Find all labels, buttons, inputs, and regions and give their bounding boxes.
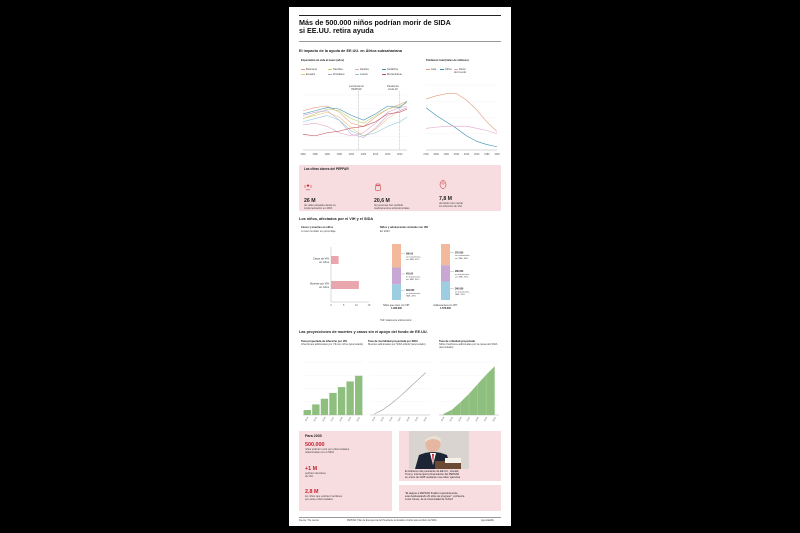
footer-note: PEPFAR: Plan de Emergencia del Presidente de Estados Unidos para el Alivio del SIDA [347,520,437,522]
hiv-segment-label: sin tratamiento, [406,256,421,259]
title-line-1: Más de 500.000 niños podrían morir de SIDA [299,18,451,27]
proj-bar [355,376,362,415]
proj-x-tick-label: 2029 [484,416,489,423]
caption-line: en enero de 2025 mediante una orden ejecutiva [405,476,461,480]
legend-label: Mozambique [387,73,402,76]
hiv-segment-label: en tratamiento, [455,274,470,276]
life-x-tick-label: 1990 [324,153,330,156]
proj-x-tick-label: 2028 [406,416,411,423]
kids-x-tick-label: 15 [367,304,371,307]
pop-x-tick-label: 2100 [423,153,429,156]
annotation-pepfar-line1: Lanzamiento [349,85,364,88]
section3-title: Las proyecciones de muertes y casos sin el apoyo del fondo de EE.UU. [299,330,428,334]
proj1-subtitle: Infecciones adicionales por VIH en niños (acumulado) [301,343,363,347]
stat-text: podrían infectarse [305,472,326,475]
pepfar-value: 20,6 M [374,198,390,204]
footer-agency: AgenciaEFE [481,520,494,522]
proj-x-tick-label: 2029 [415,416,420,423]
hiv-segment-value: 370.000 [455,252,464,255]
hiv-category-label: Adolescentes con VIH: [433,304,458,307]
kids-category-label: en niños [319,285,329,289]
photo-caption [405,470,460,480]
pop-x-tick-label: 2020 [463,153,470,156]
life-x-tick-label: 2015 [384,153,391,156]
proj-x-tick-label: 2028 [475,416,480,423]
proj2-subtitle: Muertes adicionales por SIDA infantil (acumulado) [368,343,426,347]
proj-x-tick-label: 2029 [348,416,353,423]
proj-bar [329,393,336,415]
pepfar-text: sin infección de VIH [439,205,462,209]
proj-line [374,373,425,415]
kids-category-label: Muertes por VIH [310,282,329,286]
hiv-segment-value: 360.000 [455,288,464,291]
hiv-segment-label: en tratamiento, [455,291,470,294]
proj2-title: Tasa de mortalidad proyectada por SIDA [368,340,418,343]
pepfar-value: 26 M [304,198,316,204]
quote-line: "El ataque a PEPFAR finalizó repentinamente [405,492,458,495]
kids-x-tick-label: 5 [342,304,345,307]
stat-value: 500.000 [305,442,325,448]
pepfar-text: de bebés han nacido [439,202,464,205]
kids-x-tick-label: 10 [354,304,358,307]
pepfar-value: 7,8 M [439,196,452,202]
hiv-segment-label: sin TAR, 29% [455,276,469,279]
hiv-segment-value: 580.00 [406,253,414,256]
hiv-category-total: 1.670.000 [440,307,451,311]
proj-bar [312,404,319,415]
tar-footnote: TAR: tratamiento antirretroviral [380,320,412,322]
quote-line: Lucie Cluver, de la Universidad de Oxford [405,498,453,502]
legend-label: Sudáfrica [387,68,398,71]
proj-bar [321,399,328,415]
pepfar-text: de vidas salvadas desde su [304,204,336,207]
proj-x-tick-label: 2027 [397,416,403,423]
life-chart-title: Expectativa de vida al nacer (años) [301,59,345,62]
proj-x-tick-label: 2024 [441,416,446,423]
hiv-segment-label: TAR, 28% [406,295,416,298]
infographic-sheet [289,7,511,526]
proj3-subtitle: Niños huérfanos adicionales por la causa del SIDA (acumulado) [439,343,498,350]
hiv-segment-label: sin TAR, 30% [406,279,420,282]
annotation-covid-line1: Pandemia [387,85,399,88]
section2-title: Los niños, afectados por el VIH y el SIDA [299,217,374,221]
stat-infections [305,466,326,478]
hiv-segment-value: 394.000 [406,289,415,292]
stat-value: +1 M [305,466,318,472]
projection-charts [289,7,511,447]
proj-x-tick-label: 2024 [372,416,377,423]
pop-chart-title: Población total (miles de millones) [426,59,469,62]
pop-x-tick-label: 1980 [484,153,490,156]
proj-x-tick-label: 2025 [449,416,454,423]
life-x-tick-label: 2005 [360,153,367,156]
pop-x-tick-label: 2060 [443,153,449,156]
proj-x-tick-label: 2026 [322,416,327,423]
footer-source: Fuente: The Lancet [299,520,319,522]
title-line-2: si EE.UU. retira ayuda [299,26,374,36]
life-x-tick-label: 1985 [312,153,318,156]
pop-x-tick-label: 2040 [453,153,460,156]
proj1-title: Tasa proyectada de infección por VIH [301,340,348,343]
hiv-chart-subtitle: En 2023 [380,230,390,233]
proj-x-tick-label: 2026 [458,416,463,423]
para2030-box [299,431,392,511]
life-x-tick-label: 1995 [336,153,342,156]
caption-line: Trump, interrumpió la financiación del PEPFAR [405,473,460,477]
proj-x-tick-label: 2026 [389,416,394,423]
proj-x-tick-label: 2028 [339,416,344,423]
hiv-segment-label: sin TAR, 42% [406,258,420,261]
hiv-segment-value: 410.00 [406,273,414,276]
proj-x-tick-label: 2025 [380,416,385,423]
section1-title: El impacto de la ayuda de EE.UU. en África subsahariana [299,49,402,53]
pepfar-title: Las cifras claves del PEPFAR [304,167,349,171]
proj-x-tick-label: 2030 [492,416,497,423]
proj3-title: Tasa de orfandad proyectada [439,340,475,343]
life-x-tick-label: 2020 [397,153,403,156]
stat-value: 2,8 M [305,489,319,495]
trump-photo [409,431,469,469]
kids-chart-title: Casos y muertes en niños [301,226,334,229]
legend-label: Asia [431,68,437,71]
legend-label: Namibia [333,68,343,71]
stat-text: los niños que podrían huérfanos [305,495,343,498]
hiv-segment-label: en tratamiento, [406,292,421,295]
proj-x-tick-label: 2027 [466,416,472,423]
hiv-segment-value: 280.000 [455,271,464,274]
kids-category-label: Casos de VIH [312,257,329,261]
quote-line: este desbaratando 20 años de progreso", profesora [405,495,465,499]
proj-x-tick-label: 2030 [423,416,428,423]
life-x-tick-label: 1980 [300,153,306,156]
pepfar-text: implementación en 2003 [304,207,333,211]
legend-label: Ecuatini [306,73,316,76]
stat-text: relacionadas con el SIDA [305,451,335,455]
legend-label: Resto del mundo [454,68,467,75]
proj-bar [304,410,311,415]
stat-orphans [305,489,342,501]
annotation-covid-line2: covid-19 [387,88,398,92]
quote-text [405,492,464,502]
hiv-chart-title: Niños y adolescentes viviendo con VIH [380,226,429,229]
quote-box [399,485,501,511]
annotation-pepfar-line2: PEPFAR [351,88,362,92]
kids-x-tick-label: 0 [330,304,332,307]
stat-text: por estas enfermedades [305,498,333,502]
proj-x-tick-label: 2025 [313,416,318,423]
kids-category-label: en niños [319,260,329,264]
proj-bar [338,387,345,415]
hiv-segment-label: sin TAR, 38% [455,257,469,260]
portrait-illustration [409,431,469,469]
hiv-segment-label: en tratamiento, [406,276,421,279]
hiv-category-total: 1.380.000 [391,307,402,311]
pepfar-text: medicamentos antirretrovirales [374,207,410,211]
kids-chart-subtitle: A nivel mundial, en porcentaje [301,230,336,233]
pepfar-text: de personas han recibido [374,204,404,207]
proj-x-tick-label: 2027 [330,416,336,423]
stat-text: de VIH [305,475,313,479]
para2030-title: Para 2030 [305,434,322,438]
pop-x-tick-label: 2000 [474,153,480,156]
stat-children-deaths [305,442,349,454]
pop-x-tick-label: 2080 [433,153,439,156]
stat-text: niños podrían morir por enfermedades [305,448,350,451]
proj-bar [346,381,353,415]
proj-x-tick-label: 2030 [356,416,361,423]
caption-line: El Gobierno del presidente de EE.UU., Donald [405,470,459,473]
legend-label: Zambia [360,68,369,71]
hiv-category-label: Niños que viven con VIH: [383,304,410,307]
legend-label: África [445,68,452,71]
legend-label: Zimbabue [333,73,345,76]
life-x-tick-label: 2000 [348,153,355,156]
proj-x-tick-label: 2024 [305,416,310,423]
legend-label: Botsuana [306,68,317,71]
life-x-tick-label: 2010 [372,153,379,156]
hiv-segment-label: TAR, 33% [455,293,465,296]
hiv-segment-label: sin tratamiento, [455,255,470,258]
legend-label: Lesoto [360,73,368,76]
pop-x-tick-label: 1960 [494,153,500,156]
